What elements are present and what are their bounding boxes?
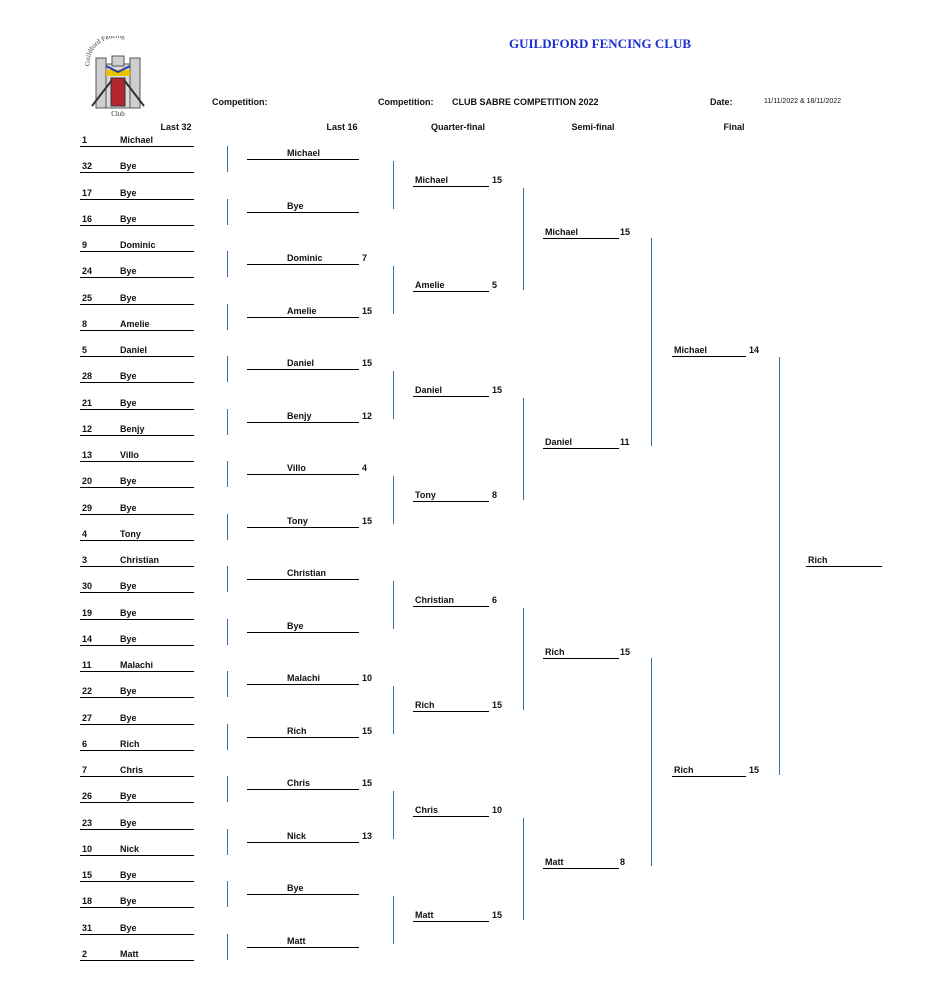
connector-line (523, 398, 524, 500)
fencer-name: Michael (120, 135, 154, 145)
fencer-name: Rich (415, 700, 435, 710)
connector-line (227, 724, 228, 750)
connector-line (227, 356, 228, 382)
fencer-name: Bye (120, 791, 137, 802)
seed-number: 32 (82, 161, 93, 172)
date-value: 11/11/2022 & 18/11/2022 (764, 98, 842, 105)
fencer-name: Bye (287, 200, 304, 211)
entry-line (80, 304, 194, 305)
entry-line (80, 199, 194, 200)
bout-score: 6 (492, 595, 498, 605)
fencer-name: Chris (415, 805, 439, 815)
entry-line (247, 789, 359, 790)
fencer-name: Michael (415, 175, 449, 185)
fencer-name: Matt (287, 935, 306, 946)
entry-line (80, 146, 194, 147)
fencer-name: Dominic (287, 253, 323, 263)
entry-line (543, 448, 619, 449)
connector-line (393, 686, 394, 734)
entry-line (413, 291, 489, 292)
fencer-name: Michael (674, 345, 708, 355)
entry-line (247, 474, 359, 475)
fencer-name: Bye (120, 371, 137, 382)
logo-text-bottom: Club (111, 110, 125, 118)
connector-line (523, 818, 524, 920)
entry-line (80, 409, 194, 410)
connector-line (227, 461, 228, 487)
fencer-name: Bye (120, 161, 137, 172)
fencer-name: Bye (120, 633, 137, 644)
entry-line (80, 382, 194, 383)
connector-line (227, 829, 228, 855)
connector-line (393, 371, 394, 419)
winner-line (806, 566, 882, 567)
fencer-name: Bye (120, 922, 137, 933)
winner-name: Rich (808, 555, 828, 565)
bout-score: 15 (620, 227, 631, 237)
seed-number: 8 (82, 318, 88, 329)
fencer-name: Bye (120, 502, 137, 513)
bout-score: 11 (620, 437, 630, 447)
connector-line (227, 566, 228, 592)
entry-line (80, 619, 194, 620)
entry-line (413, 186, 489, 187)
entry-line (247, 159, 359, 160)
fencer-name: Dominic (120, 240, 156, 250)
seed-number: 19 (82, 607, 93, 618)
entry-line (80, 960, 194, 961)
seed-number: 24 (82, 266, 93, 277)
fencer-name: Rich (545, 647, 565, 657)
entry-line (80, 461, 194, 462)
fencer-name: Villo (287, 463, 306, 473)
entry-line (80, 671, 194, 672)
connector-line (651, 658, 652, 866)
bout-score: 13 (362, 830, 373, 841)
fencer-name: Daniel (287, 358, 315, 368)
connector-line (227, 619, 228, 645)
seed-number: 6 (82, 738, 88, 749)
logo-text-top: Guildford Fen g (83, 36, 126, 67)
fencer-name: Matt (120, 948, 139, 959)
connector-line (651, 238, 652, 446)
bout-score: 12 (362, 410, 373, 421)
entry-line (247, 422, 359, 423)
entry-line (80, 934, 194, 935)
fencer-name: Amelie (120, 318, 150, 329)
fencer-name: Bye (120, 686, 137, 697)
entry-line (80, 881, 194, 882)
seed-number: 18 (82, 896, 93, 907)
seed-number: 29 (82, 502, 93, 513)
bout-score: 15 (620, 647, 631, 657)
entry-line (80, 487, 194, 488)
bout-score: 8 (620, 857, 626, 867)
fencer-name: Bye (287, 883, 304, 893)
fencer-name: Benjy (287, 410, 312, 421)
round-header-last16: Last 16 (326, 122, 358, 132)
entry-line (80, 802, 194, 803)
connector-line (227, 251, 228, 277)
bout-score: 10 (492, 805, 503, 815)
connector-line (227, 146, 228, 172)
entry-line (543, 238, 619, 239)
date-label: Date: (710, 97, 733, 107)
fencer-name: Tony (120, 528, 141, 539)
fencer-name: Rich (120, 738, 140, 749)
fencer-name: Bye (120, 476, 137, 487)
fencer-name: Bye (120, 397, 137, 408)
seed-number: 17 (82, 187, 93, 198)
seed-number: 9 (82, 240, 88, 250)
fencer-name: Daniel (545, 437, 573, 447)
competition-name: CLUB SABRE COMPETITION 2022 (452, 97, 599, 107)
fencer-name: Matt (545, 857, 564, 867)
entry-line (247, 737, 359, 738)
entry-line (413, 396, 489, 397)
bout-score: 4 (362, 463, 368, 473)
bout-score: 14 (749, 345, 760, 355)
entry-line (80, 514, 194, 515)
seed-number: 22 (82, 686, 93, 697)
entry-line (80, 356, 194, 357)
entry-line (247, 527, 359, 528)
entry-line (413, 816, 489, 817)
connector-line (227, 881, 228, 907)
fencer-name: Matt (415, 910, 434, 920)
connector-line (227, 934, 228, 960)
entry-line (80, 750, 194, 751)
fencer-name: Villo (120, 450, 139, 460)
round-header-last32: Last 32 (160, 122, 192, 132)
round-header-final: Final (723, 122, 745, 132)
fencer-name: Rich (287, 725, 307, 736)
entry-line (672, 356, 746, 357)
entry-line (80, 829, 194, 830)
fencer-name: Michael (287, 148, 321, 158)
bout-score: 15 (362, 305, 373, 316)
entry-line (80, 435, 194, 436)
entry-line (247, 684, 359, 685)
seed-number: 11 (82, 660, 92, 670)
bout-score: 15 (362, 778, 373, 788)
seed-number: 5 (82, 345, 88, 355)
seed-number: 10 (82, 843, 93, 854)
connector-line (779, 357, 780, 775)
entry-line (80, 540, 194, 541)
entry-line (672, 776, 746, 777)
bout-score: 15 (492, 175, 503, 185)
entry-line (80, 776, 194, 777)
entry-line (80, 277, 194, 278)
entry-line (247, 842, 359, 843)
fencer-name: Bye (120, 870, 137, 880)
connector-line (393, 476, 394, 524)
entry-line (80, 724, 194, 725)
bout-score: 15 (362, 515, 373, 526)
fencer-name: Tony (415, 490, 436, 500)
seed-number: 7 (82, 765, 88, 775)
fencer-name: Bye (120, 607, 137, 618)
fencer-name: Michael (545, 227, 579, 237)
entry-line (80, 592, 194, 593)
seed-number: 15 (82, 870, 93, 880)
entry-line (247, 894, 359, 895)
bout-score: 15 (492, 700, 503, 710)
seed-number: 23 (82, 817, 93, 828)
seed-number: 1 (82, 135, 88, 145)
connector-line (227, 409, 228, 435)
seed-number: 21 (82, 397, 93, 408)
entry-line (413, 711, 489, 712)
connector-line (393, 896, 394, 944)
seed-number: 20 (82, 476, 93, 487)
bout-score: 7 (362, 253, 368, 263)
entry-line (543, 868, 619, 869)
entry-line (413, 501, 489, 502)
fencer-name: Amelie (415, 280, 445, 290)
fencer-name: Christian (287, 568, 327, 578)
competition-label-left: Competition: (212, 97, 268, 107)
club-crest-logo (82, 36, 154, 118)
entry-line (543, 658, 619, 659)
entry-line (80, 172, 194, 173)
connector-line (393, 161, 394, 209)
seed-number: 14 (82, 633, 93, 644)
fencer-name: Bye (287, 620, 304, 631)
fencer-name: Bye (120, 712, 137, 723)
seed-number: 28 (82, 371, 93, 382)
fencer-name: Daniel (120, 345, 148, 355)
connector-line (227, 304, 228, 330)
bout-score: 8 (492, 490, 498, 500)
fencer-name: Rich (674, 765, 694, 775)
entry-line (413, 921, 489, 922)
bout-score: 15 (362, 358, 373, 368)
connector-line (227, 776, 228, 802)
fencer-name: Bye (120, 187, 137, 198)
seed-number: 30 (82, 581, 93, 592)
entry-line (413, 606, 489, 607)
fencer-name: Amelie (287, 305, 317, 316)
fencer-name: Benjy (120, 423, 145, 434)
connector-line (393, 581, 394, 629)
fencer-name: Tony (287, 515, 308, 526)
club-title: GUILDFORD FENCING CLUB (508, 36, 691, 51)
fencer-name: Christian (415, 595, 455, 605)
bout-score: 15 (362, 725, 373, 736)
fencer-name: Christian (120, 555, 160, 565)
seed-number: 3 (82, 555, 88, 565)
fencer-name: Daniel (415, 385, 443, 395)
seed-number: 31 (82, 922, 93, 933)
fencer-name: Nick (120, 843, 140, 854)
entry-line (80, 251, 194, 252)
fencer-name: Chris (287, 778, 311, 788)
fencer-name: Nick (287, 830, 307, 841)
entry-line (247, 579, 359, 580)
fencer-name: Bye (120, 581, 137, 592)
seed-number: 2 (82, 948, 88, 959)
connector-line (227, 671, 228, 697)
entry-line (80, 225, 194, 226)
entry-line (247, 212, 359, 213)
entry-line (80, 330, 194, 331)
fencer-name: Bye (120, 817, 137, 828)
seed-number: 25 (82, 292, 93, 303)
entry-line (247, 947, 359, 948)
entry-line (247, 632, 359, 633)
bout-score: 15 (749, 765, 760, 775)
fencer-name: Chris (120, 765, 144, 775)
bout-score: 10 (362, 673, 373, 683)
seed-number: 12 (82, 423, 93, 434)
fencer-name: Bye (120, 213, 137, 224)
seed-number: 13 (82, 450, 93, 460)
connector-line (227, 514, 228, 540)
entry-line (80, 855, 194, 856)
entry-line (247, 317, 359, 318)
seed-number: 26 (82, 791, 93, 802)
connector-line (393, 266, 394, 314)
connector-line (227, 199, 228, 225)
competition-label: Competition: (378, 97, 434, 107)
round-header-semi-final: Semi-final (571, 122, 615, 132)
entry-line (80, 697, 194, 698)
fencer-name: Malachi (287, 673, 321, 683)
bout-score: 15 (492, 910, 503, 920)
entry-line (247, 369, 359, 370)
entry-line (80, 907, 194, 908)
fencer-name: Bye (120, 292, 137, 303)
connector-line (523, 608, 524, 710)
entry-line (80, 645, 194, 646)
seed-number: 16 (82, 213, 93, 224)
round-header-quarter-final: Quarter-final (430, 122, 485, 132)
connector-line (523, 188, 524, 290)
entry-line (247, 264, 359, 265)
seed-number: 27 (82, 712, 93, 723)
connector-line (393, 791, 394, 839)
bout-score: 5 (492, 280, 498, 290)
fencer-name: Bye (120, 896, 137, 907)
fencer-name: Bye (120, 266, 137, 277)
entry-line (80, 566, 194, 567)
fencer-name: Malachi (120, 660, 154, 670)
bout-score: 15 (492, 385, 503, 395)
seed-number: 4 (82, 528, 88, 539)
